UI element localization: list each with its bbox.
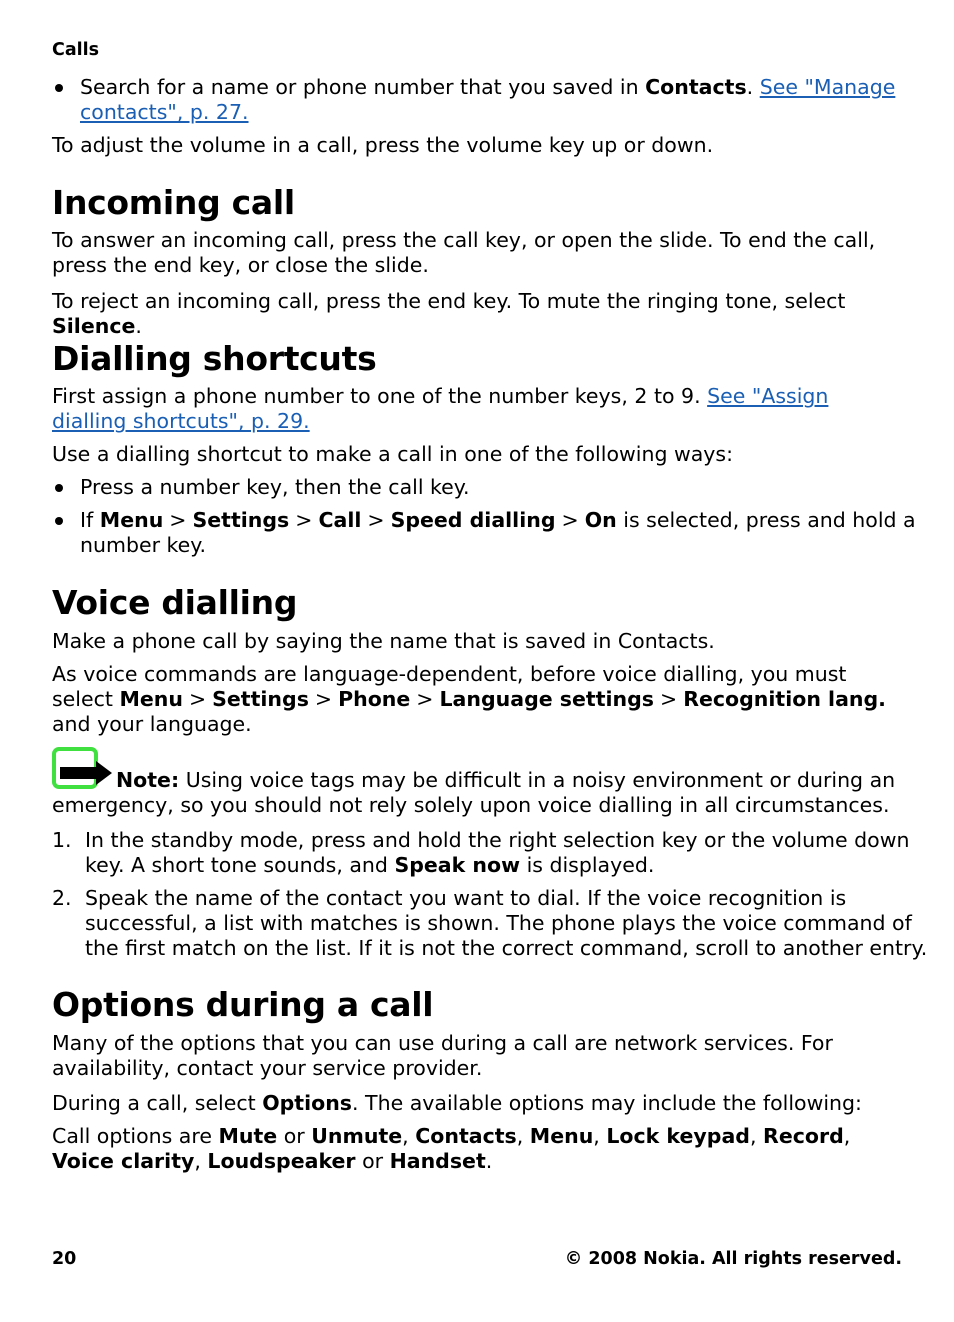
text: To reject an incoming call, press the end key. To mute the ringing tone, select: [52, 289, 846, 313]
option-term: Loudspeaker: [207, 1149, 356, 1173]
section-heading-incoming-call: Incoming call: [52, 183, 295, 222]
punct: .: [135, 314, 142, 338]
paragraph: [52, 1091, 902, 1116]
paragraph: To adjust the volume in a call, press the volume key up or down.: [52, 133, 714, 157]
bold-term: Silence: [52, 314, 136, 338]
menu-path-item: Settings: [192, 508, 290, 532]
path-separator: >: [169, 508, 187, 532]
menu-path-item: Phone: [338, 687, 411, 711]
text: In the standby mode, press and hold the right selection key or the volume down key. A short tone sounds, and: [85, 828, 910, 877]
link-assign-dialling-shortcuts[interactable]: See "Assign dialling shortcuts", p. 29.: [52, 384, 829, 433]
path-separator: >: [367, 508, 385, 532]
running-head: Calls: [52, 40, 100, 60]
link-manage-contacts[interactable]: See "Manage contacts", p. 27.: [80, 75, 896, 124]
section-heading-dialling-shortcuts: Dialling shortcuts: [52, 339, 377, 378]
menu-path-item: Recognition lang.: [683, 687, 886, 711]
menu-path-item: Menu: [119, 687, 183, 711]
punct: ,: [194, 1149, 201, 1173]
bold-term: Options: [262, 1091, 353, 1115]
step-number: 2.: [52, 886, 72, 910]
option-term: Menu: [529, 1124, 594, 1148]
path-separator: >: [660, 687, 678, 711]
text: is displayed.: [526, 853, 655, 877]
list-item: Press a number key, then the call key.: [52, 475, 930, 500]
note-block: [52, 747, 902, 818]
path-separator: >: [416, 687, 434, 711]
note-icon: [52, 747, 114, 791]
text: is selected, press and hold a number key.: [80, 508, 916, 557]
punct: ,: [402, 1124, 409, 1148]
bold-term: Speak now: [394, 853, 521, 877]
text: As voice commands are language-dependent, before voice dialling, you must select: [52, 662, 847, 711]
punct: .: [746, 75, 754, 99]
paragraph: [52, 1124, 902, 1174]
option-term: Contacts: [415, 1124, 517, 1148]
menu-path-item: Call: [318, 508, 362, 532]
paragraph: [52, 384, 902, 434]
menu-path-item: Menu: [99, 508, 164, 532]
list-item: [52, 508, 930, 558]
note-label: Note:: [116, 768, 180, 792]
option-term: Voice clarity: [52, 1149, 195, 1173]
menu-path-item: On: [584, 508, 617, 532]
option-term: Mute: [218, 1124, 278, 1148]
path-separator: >: [295, 508, 313, 532]
section-heading-voice-dialling: Voice dialling: [52, 583, 298, 622]
text: . The available options may include the following:: [352, 1091, 862, 1115]
text: First assign a phone number to one of the number keys, 2 to 9.: [52, 384, 701, 408]
menu-path-item: Speed dialling: [390, 508, 556, 532]
section-heading-options-during-call: Options during a call: [52, 985, 434, 1024]
text: or: [362, 1149, 384, 1173]
bold-term: Contacts: [645, 75, 747, 99]
text: Speak the name of the contact you want to dial. If the voice recognition is successful, a list with matches is shown. The phone plays the voice command of the first match on the list. If it is not the correct command, scroll to another entry.: [85, 886, 928, 960]
text: During a call, select: [52, 1091, 256, 1115]
paragraph: To answer an incoming call, press the call key, or open the slide. To end the call, press the end key, or close the slide.: [52, 228, 876, 277]
path-separator: >: [188, 687, 207, 711]
punct: ,: [516, 1124, 524, 1148]
step-number: 1.: [52, 828, 72, 852]
option-term: Handset: [389, 1149, 486, 1173]
option-term: Record: [763, 1124, 844, 1148]
text: Call options are: [52, 1124, 212, 1148]
path-separator: >: [314, 687, 333, 711]
page-number: 20: [52, 1249, 77, 1269]
paragraph: Use a dialling shortcut to make a call in one of the following ways:: [52, 442, 734, 466]
bullet-text: Search for a name or phone number that you saved in: [80, 75, 639, 99]
text: If: [80, 508, 94, 532]
option-term: Lock keypad: [606, 1124, 750, 1148]
punct: ,: [843, 1124, 851, 1148]
paragraph: [52, 662, 902, 737]
paragraph: [52, 289, 902, 339]
option-term: Unmute: [311, 1124, 403, 1148]
menu-path-item: Settings: [212, 687, 309, 711]
text: or: [283, 1124, 305, 1148]
text: and your language.: [52, 712, 252, 736]
list-item: [52, 75, 930, 125]
punct: .: [485, 1149, 493, 1173]
paragraph: Make a phone call by saying the name that is saved in Contacts.: [52, 629, 715, 653]
list-item: [52, 828, 935, 878]
copyright: © 2008 Nokia. All rights reserved.: [564, 1249, 902, 1269]
punct: ,: [593, 1124, 600, 1148]
punct: ,: [749, 1124, 757, 1148]
menu-path-item: Language settings: [439, 687, 654, 711]
path-separator: >: [561, 508, 579, 532]
paragraph: Many of the options that you can use during a call are network services. For availability, contact your service provider.: [52, 1031, 833, 1080]
list-item: [52, 886, 935, 961]
note-text: Using voice tags may be difficult in a noisy environment or during an emergency, so you should not rely solely upon voice dialling in all circumstances.: [52, 768, 896, 817]
